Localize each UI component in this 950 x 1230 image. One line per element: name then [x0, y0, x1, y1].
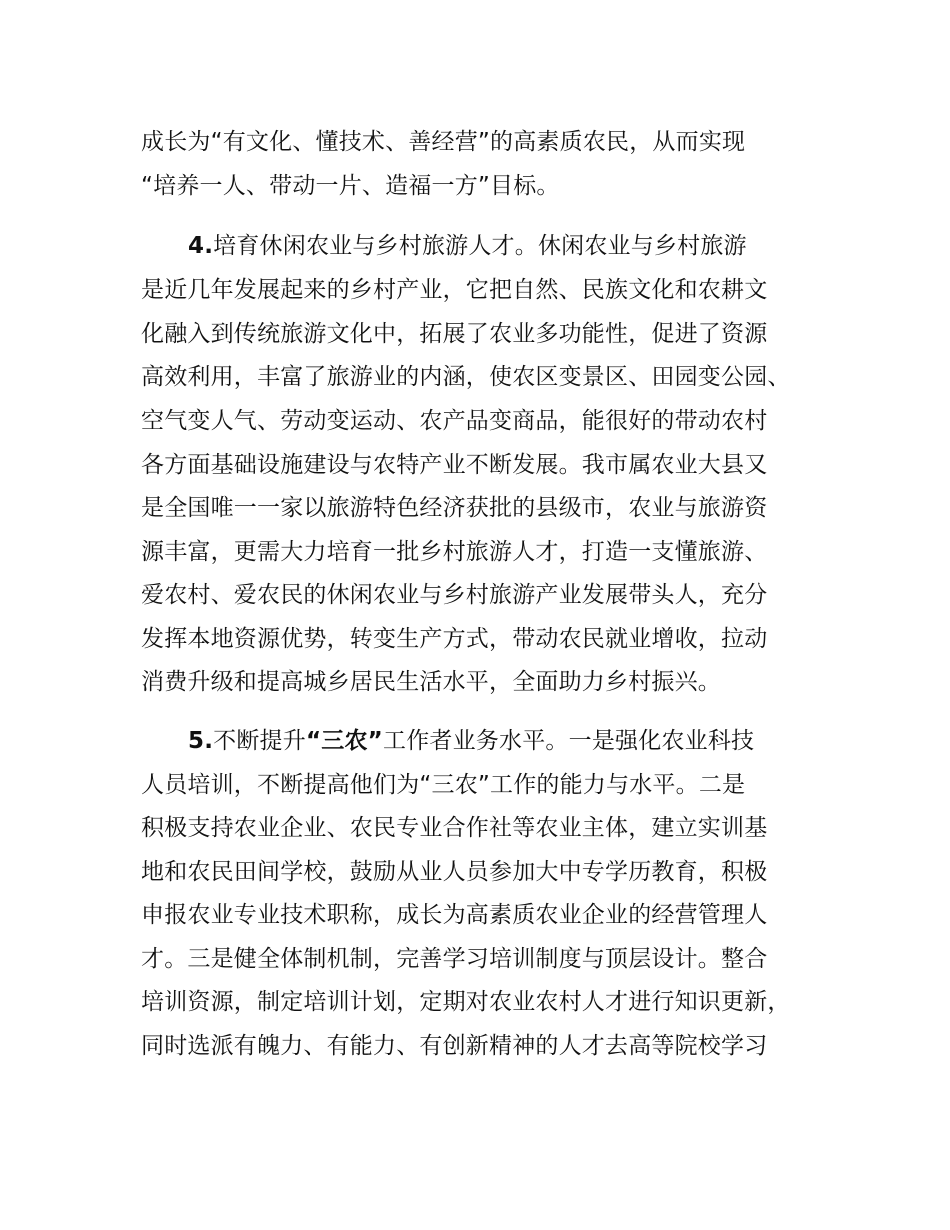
paragraph-2-line: 高效利用，丰富了旅游业的内涵，使农区变景区、田园变公园、: [141, 364, 791, 390]
paragraph-2-line: 爱农村、爱农民的休闲农业与乡村旅游产业发展带头人，充分: [141, 582, 768, 608]
paragraph-2-line: 空气变人气、劳动变运动、农产品变商品，能很好的带动农村: [141, 408, 768, 434]
paragraph-2-line: 发挥本地资源优势，转变生产方式，带动农民就业增收，拉动: [141, 626, 768, 652]
paragraph-2-heading-number: 4.: [188, 233, 214, 259]
paragraph-2-first-line-text: 培育休闲农业与乡村旅游人才。休闲农业与乡村旅游: [213, 233, 747, 259]
paragraph-3-bold-quote: “三农”: [305, 728, 384, 754]
paragraph-2-line: 消费升级和提高城乡居民生活水平，全面助力乡村振兴。: [141, 669, 721, 695]
paragraph-2-line: 各方面基础设施建设与农特产业不断发展。我市属农业大县又: [141, 452, 768, 478]
paragraph-3-first-line-rest: 工作者业务水平。一是强化农业科技: [383, 728, 755, 754]
paragraph-3-line: 地和农民田间学校，鼓励从业人员参加大中专学历教育，积极: [141, 859, 768, 885]
paragraph-3-heading-number: 5.: [188, 728, 214, 754]
paragraph-3-line: 人员培训，不断提高他们为“三农”工作的能力与水平。二是: [141, 772, 746, 798]
paragraph-2-line: 是全国唯一一家以旅游特色经济获批的县级市，农业与旅游资: [141, 495, 768, 521]
paragraph-2-first-line: [188, 231, 747, 261]
paragraph-3-first-line-text: 不断提升: [213, 728, 306, 754]
paragraph-2-line: 化融入到传统旅游文化中，拓展了农业多功能性，促进了资源: [141, 321, 768, 347]
paragraph-3-line: 才。三是健全体制机制，完善学习培训制度与顶层设计。整合: [141, 946, 768, 972]
paragraph-2-line: 是近几年发展起来的乡村产业，它把自然、民族文化和农耕文: [141, 277, 768, 303]
paragraph-1-line-2: “培养一人、带动一片、造福一方”目标。: [141, 173, 560, 199]
paragraph-3-line: 申报农业专业技术职称，成长为高素质农业企业的经营管理人: [141, 902, 768, 928]
paragraph-3-line: 积极支持农业企业、农民专业合作社等农业主体，建立实训基: [141, 815, 768, 841]
paragraph-3-line: 培训资源，制定培训计划，定期对农业农村人才进行知识更新，: [141, 989, 791, 1015]
paragraph-2-line: 源丰富，更需大力培育一批乡村旅游人才，打造一支懂旅游、: [141, 539, 768, 565]
paragraph-3-line: 同时选派有魄力、有能力、有创新精神的人才去高等院校学习: [141, 1033, 768, 1059]
paragraph-3-first-line: [188, 726, 754, 756]
paragraph-1-line-1: 成长为“有文化、懂技术、善经营”的高素质农民，从而实现: [141, 129, 746, 155]
